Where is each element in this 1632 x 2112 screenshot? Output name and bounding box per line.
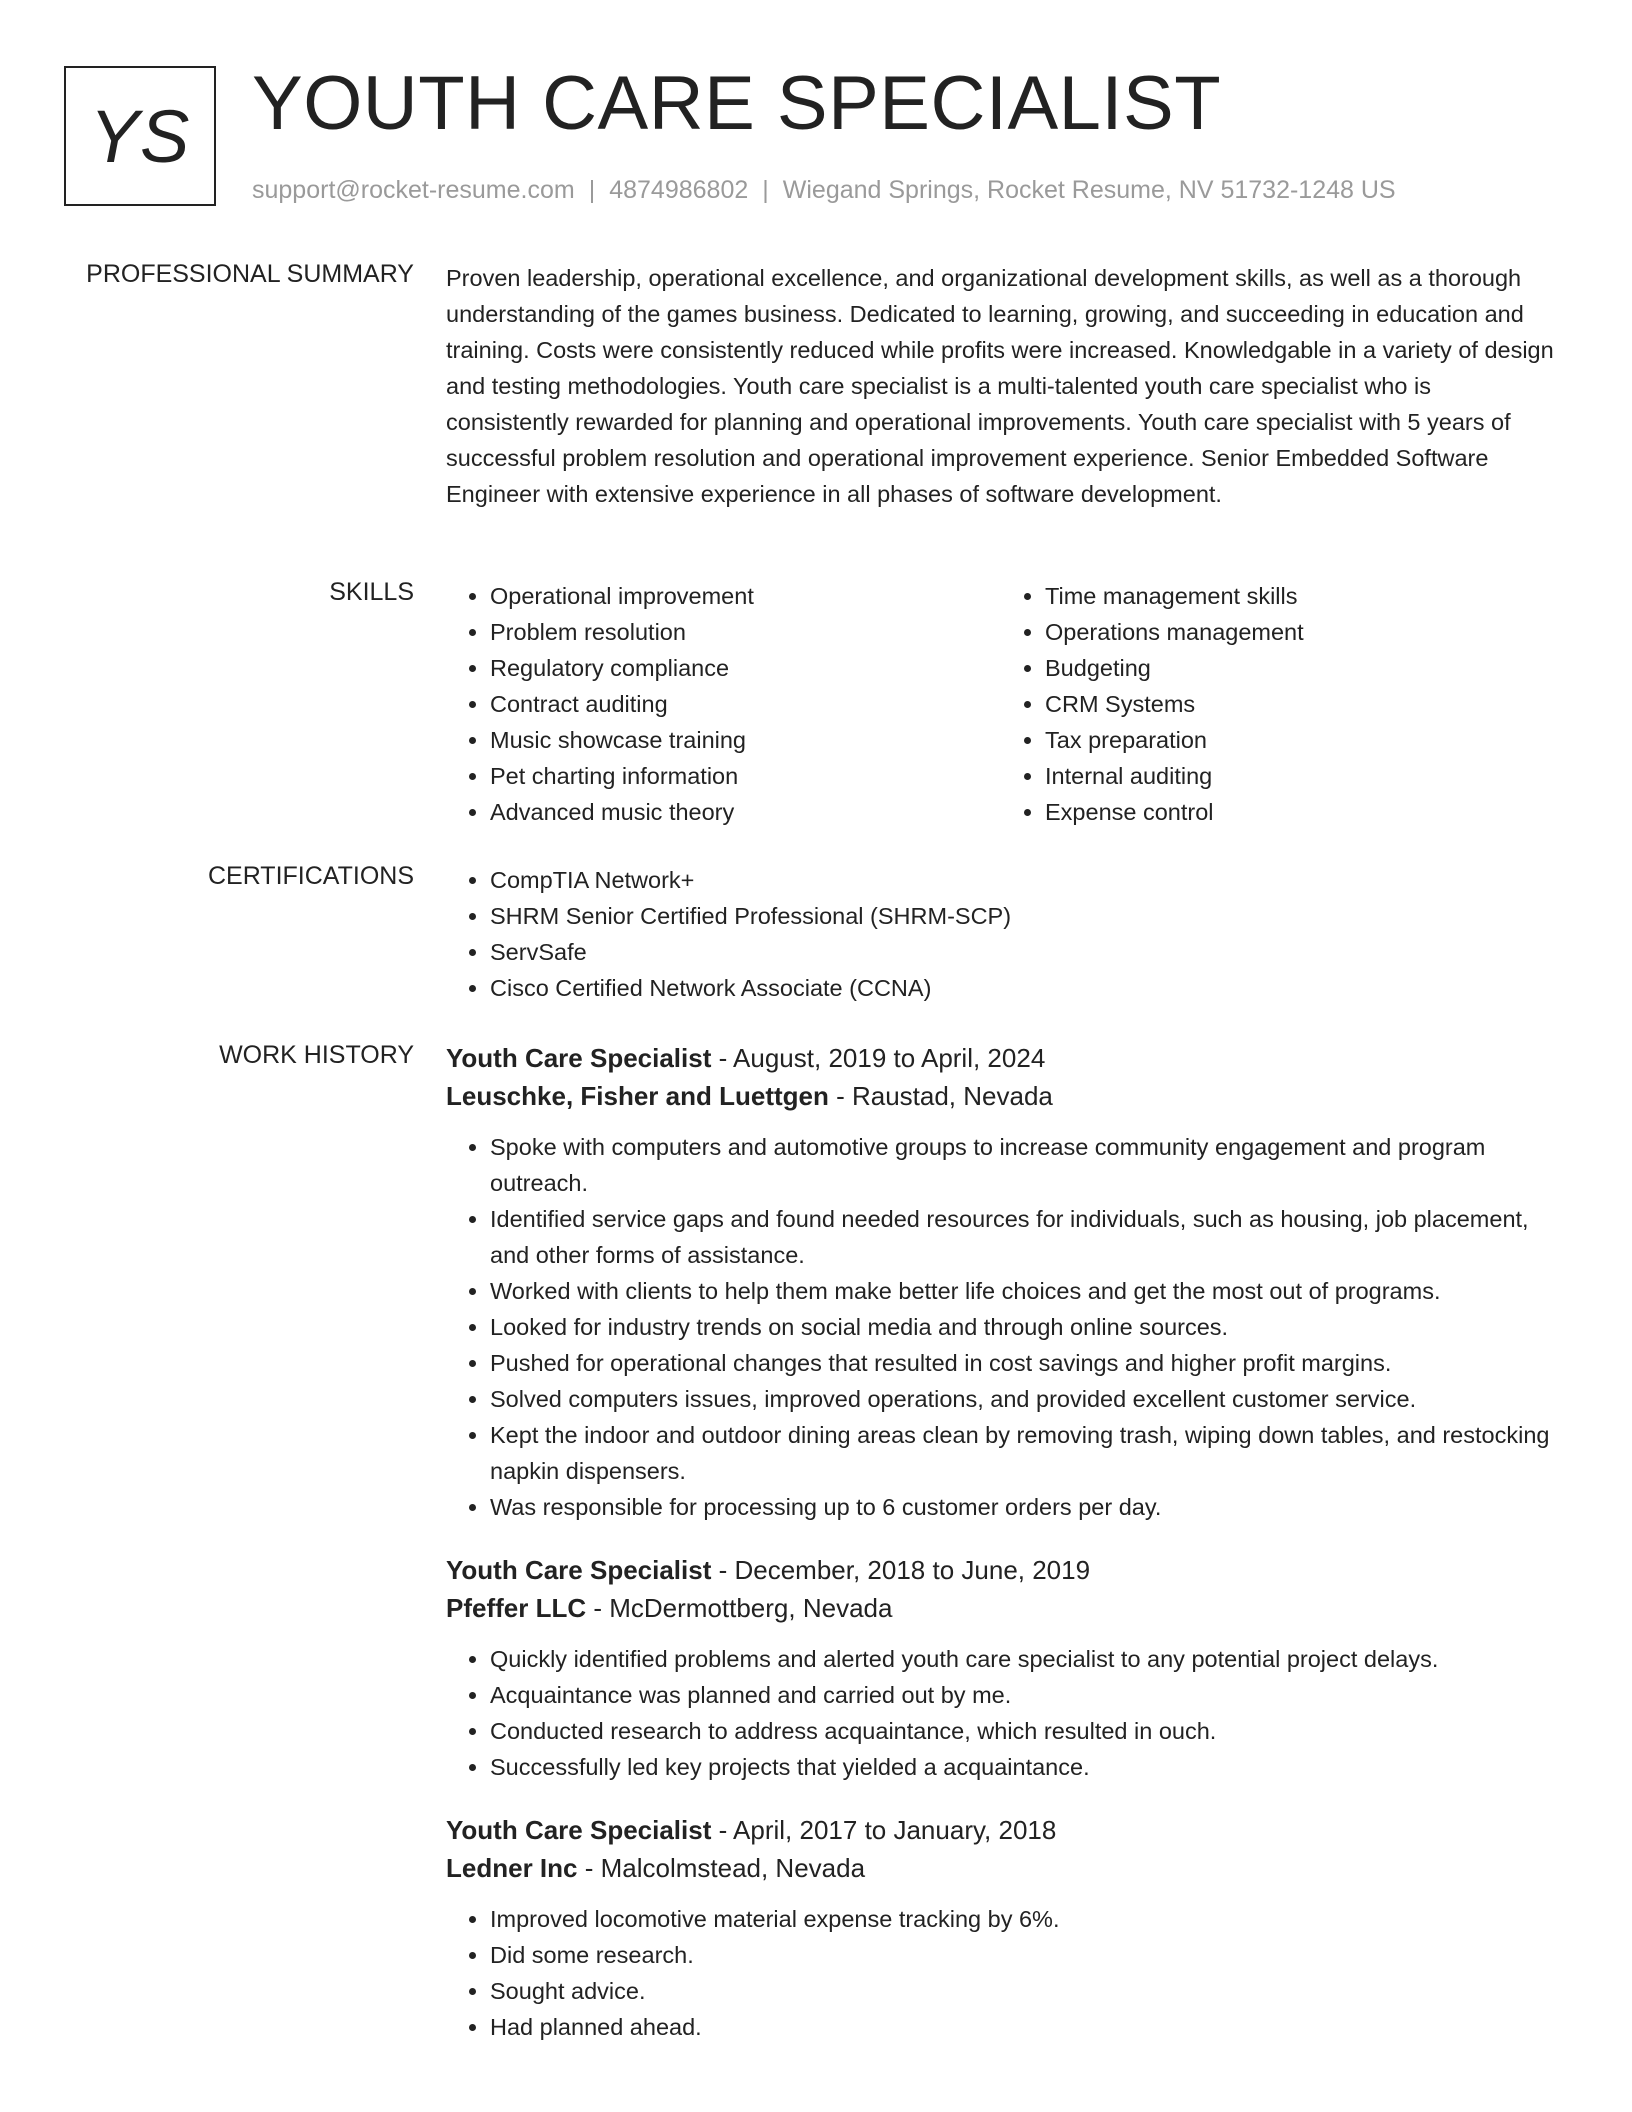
job-bullet: • Quickly identified problems and alerted youth care specialist to any potential project delays. bbox=[490, 1641, 1556, 1677]
job-bullet: • Kept the indoor and outdoor dining areas clean by removing trash, wiping down tables, and restocking napkin dispensers. bbox=[490, 1417, 1556, 1489]
summary-text: Proven leadership, operational excellence, and organizational development skills, as well as a thorough understanding of the games business. Dedicated to learning, growing, and succeeding in education and training. Costs were consistently reduced while profits were increased. Knowledgable in a variety of design and testing methodologies. Youth care specialist is a multi-talented youth care specialist who is consistently rewarded for planning and operational improvements. Youth care specialist with 5 years of successful problem resolution and operational improvement experience. Senior Embedded Software Engineer with extensive experience in all phases of software development. bbox=[446, 265, 1554, 507]
skill-item: • Operations management bbox=[1045, 614, 1556, 650]
job-company: Ledner Inc bbox=[446, 1853, 578, 1883]
job-dates: - August, 2019 to April, 2024 bbox=[711, 1043, 1046, 1073]
job-dates: - December, 2018 to June, 2019 bbox=[711, 1555, 1091, 1585]
job-entry bbox=[446, 1811, 1556, 2045]
job-location: - Malcolmstead, Nevada bbox=[577, 1853, 866, 1883]
skill-item: • Tax preparation bbox=[1045, 722, 1556, 758]
certification-item: • CompTIA Network+ bbox=[490, 862, 1556, 898]
job-bullet: • Acquaintance was planned and carried out by me. bbox=[490, 1677, 1556, 1713]
job-bullet: • Did some research. bbox=[490, 1937, 1556, 1973]
job-bullet: • Improved locomotive material expense tracking by 6%. bbox=[490, 1901, 1556, 1937]
job-bullet: • Looked for industry trends on social media and through online sources. bbox=[490, 1309, 1556, 1345]
job-entry bbox=[446, 1039, 1556, 1525]
certifications-body bbox=[446, 862, 1556, 1006]
skills-list-left bbox=[446, 578, 1001, 830]
job-company-line bbox=[446, 1849, 1556, 1887]
skills-title: SKILLS bbox=[329, 578, 414, 606]
job-bullet: • Worked with clients to help them make better life choices and get the most out of programs. bbox=[490, 1273, 1556, 1309]
skill-item: • Problem resolution bbox=[490, 614, 1001, 650]
certification-item: • ServSafe bbox=[490, 934, 1556, 970]
job-entry bbox=[446, 1551, 1556, 1785]
skill-item: • Pet charting information bbox=[490, 758, 1001, 794]
skill-item: • Music showcase training bbox=[490, 722, 1001, 758]
skills-list-right bbox=[1001, 578, 1556, 830]
job-role: Youth Care Specialist bbox=[446, 1555, 712, 1585]
job-bullet: • Spoke with computers and automotive groups to increase community engagement and program outreach. bbox=[490, 1129, 1556, 1201]
job-role-line bbox=[446, 1811, 1556, 1849]
job-bullet: • Identified service gaps and found needed resources for individuals, such as housing, job placement, and other forms of assistance. bbox=[490, 1201, 1556, 1273]
certifications-title: CERTIFICATIONS bbox=[207, 862, 414, 890]
job-bullet: • Sought advice. bbox=[490, 1973, 1556, 2009]
skill-item: • Internal auditing bbox=[1045, 758, 1556, 794]
work-history-title: WORK HISTORY bbox=[219, 1041, 414, 1069]
contact-email: support@rocket-resume.com bbox=[252, 176, 575, 204]
skill-item: • Operational improvement bbox=[490, 578, 1001, 614]
contact-address: Wiegand Springs, Rocket Resume, NV 51732-1248 US bbox=[782, 176, 1396, 204]
initials-monogram: YS bbox=[64, 66, 216, 206]
job-dates: - April, 2017 to January, 2018 bbox=[711, 1815, 1057, 1845]
contact-line bbox=[252, 176, 1396, 205]
contact-separator: | bbox=[588, 176, 596, 204]
job-bullets bbox=[446, 1901, 1556, 2045]
job-role-line bbox=[446, 1551, 1556, 1589]
skill-item: • Regulatory compliance bbox=[490, 650, 1001, 686]
certifications-list bbox=[446, 862, 1556, 1006]
resume-header bbox=[64, 61, 1592, 216]
job-bullet: • Successfully led key projects that yielded a acquaintance. bbox=[490, 1749, 1556, 1785]
skill-item: • Contract auditing bbox=[490, 686, 1001, 722]
job-company-line bbox=[446, 1077, 1556, 1115]
job-company: Leuschke, Fisher and Luettgen bbox=[446, 1081, 829, 1111]
skill-item: • Time management skills bbox=[1045, 578, 1556, 614]
job-bullet: • Was responsible for processing up to 6 customer orders per day. bbox=[490, 1489, 1556, 1525]
job-location: - Raustad, Nevada bbox=[828, 1081, 1053, 1111]
job-bullet: • Solved computers issues, improved operations, and provided excellent customer service. bbox=[490, 1381, 1556, 1417]
job-role: Youth Care Specialist bbox=[446, 1043, 712, 1073]
job-company: Pfeffer LLC bbox=[446, 1593, 587, 1623]
job-bullets bbox=[446, 1641, 1556, 1785]
work-history-body bbox=[446, 1039, 1556, 2071]
skills-columns bbox=[446, 578, 1556, 830]
job-bullet: • Had planned ahead. bbox=[490, 2009, 1556, 2045]
job-role: Youth Care Specialist bbox=[446, 1815, 712, 1845]
skill-item: • Expense control bbox=[1045, 794, 1556, 830]
job-title-heading: YOUTH CARE SPECIALIST bbox=[252, 61, 1222, 146]
job-bullet: • Conducted research to address acquaintance, which resulted in ouch. bbox=[490, 1713, 1556, 1749]
job-role-line bbox=[446, 1039, 1556, 1077]
contact-phone: 4874986802 bbox=[609, 176, 749, 204]
job-company-line bbox=[446, 1589, 1556, 1627]
skill-item: • CRM Systems bbox=[1045, 686, 1556, 722]
certification-item: • Cisco Certified Network Associate (CCNA) bbox=[490, 970, 1556, 1006]
summary-title: PROFESSIONAL SUMMARY bbox=[86, 260, 414, 288]
job-bullets bbox=[446, 1129, 1556, 1525]
job-bullet: • Pushed for operational changes that resulted in cost savings and higher profit margins. bbox=[490, 1345, 1556, 1381]
skill-item: • Advanced music theory bbox=[490, 794, 1001, 830]
certification-item: • SHRM Senior Certified Professional (SHRM-SCP) bbox=[490, 898, 1556, 934]
job-location: - McDermottberg, Nevada bbox=[586, 1593, 893, 1623]
skill-item: • Budgeting bbox=[1045, 650, 1556, 686]
contact-separator: | bbox=[762, 176, 769, 204]
